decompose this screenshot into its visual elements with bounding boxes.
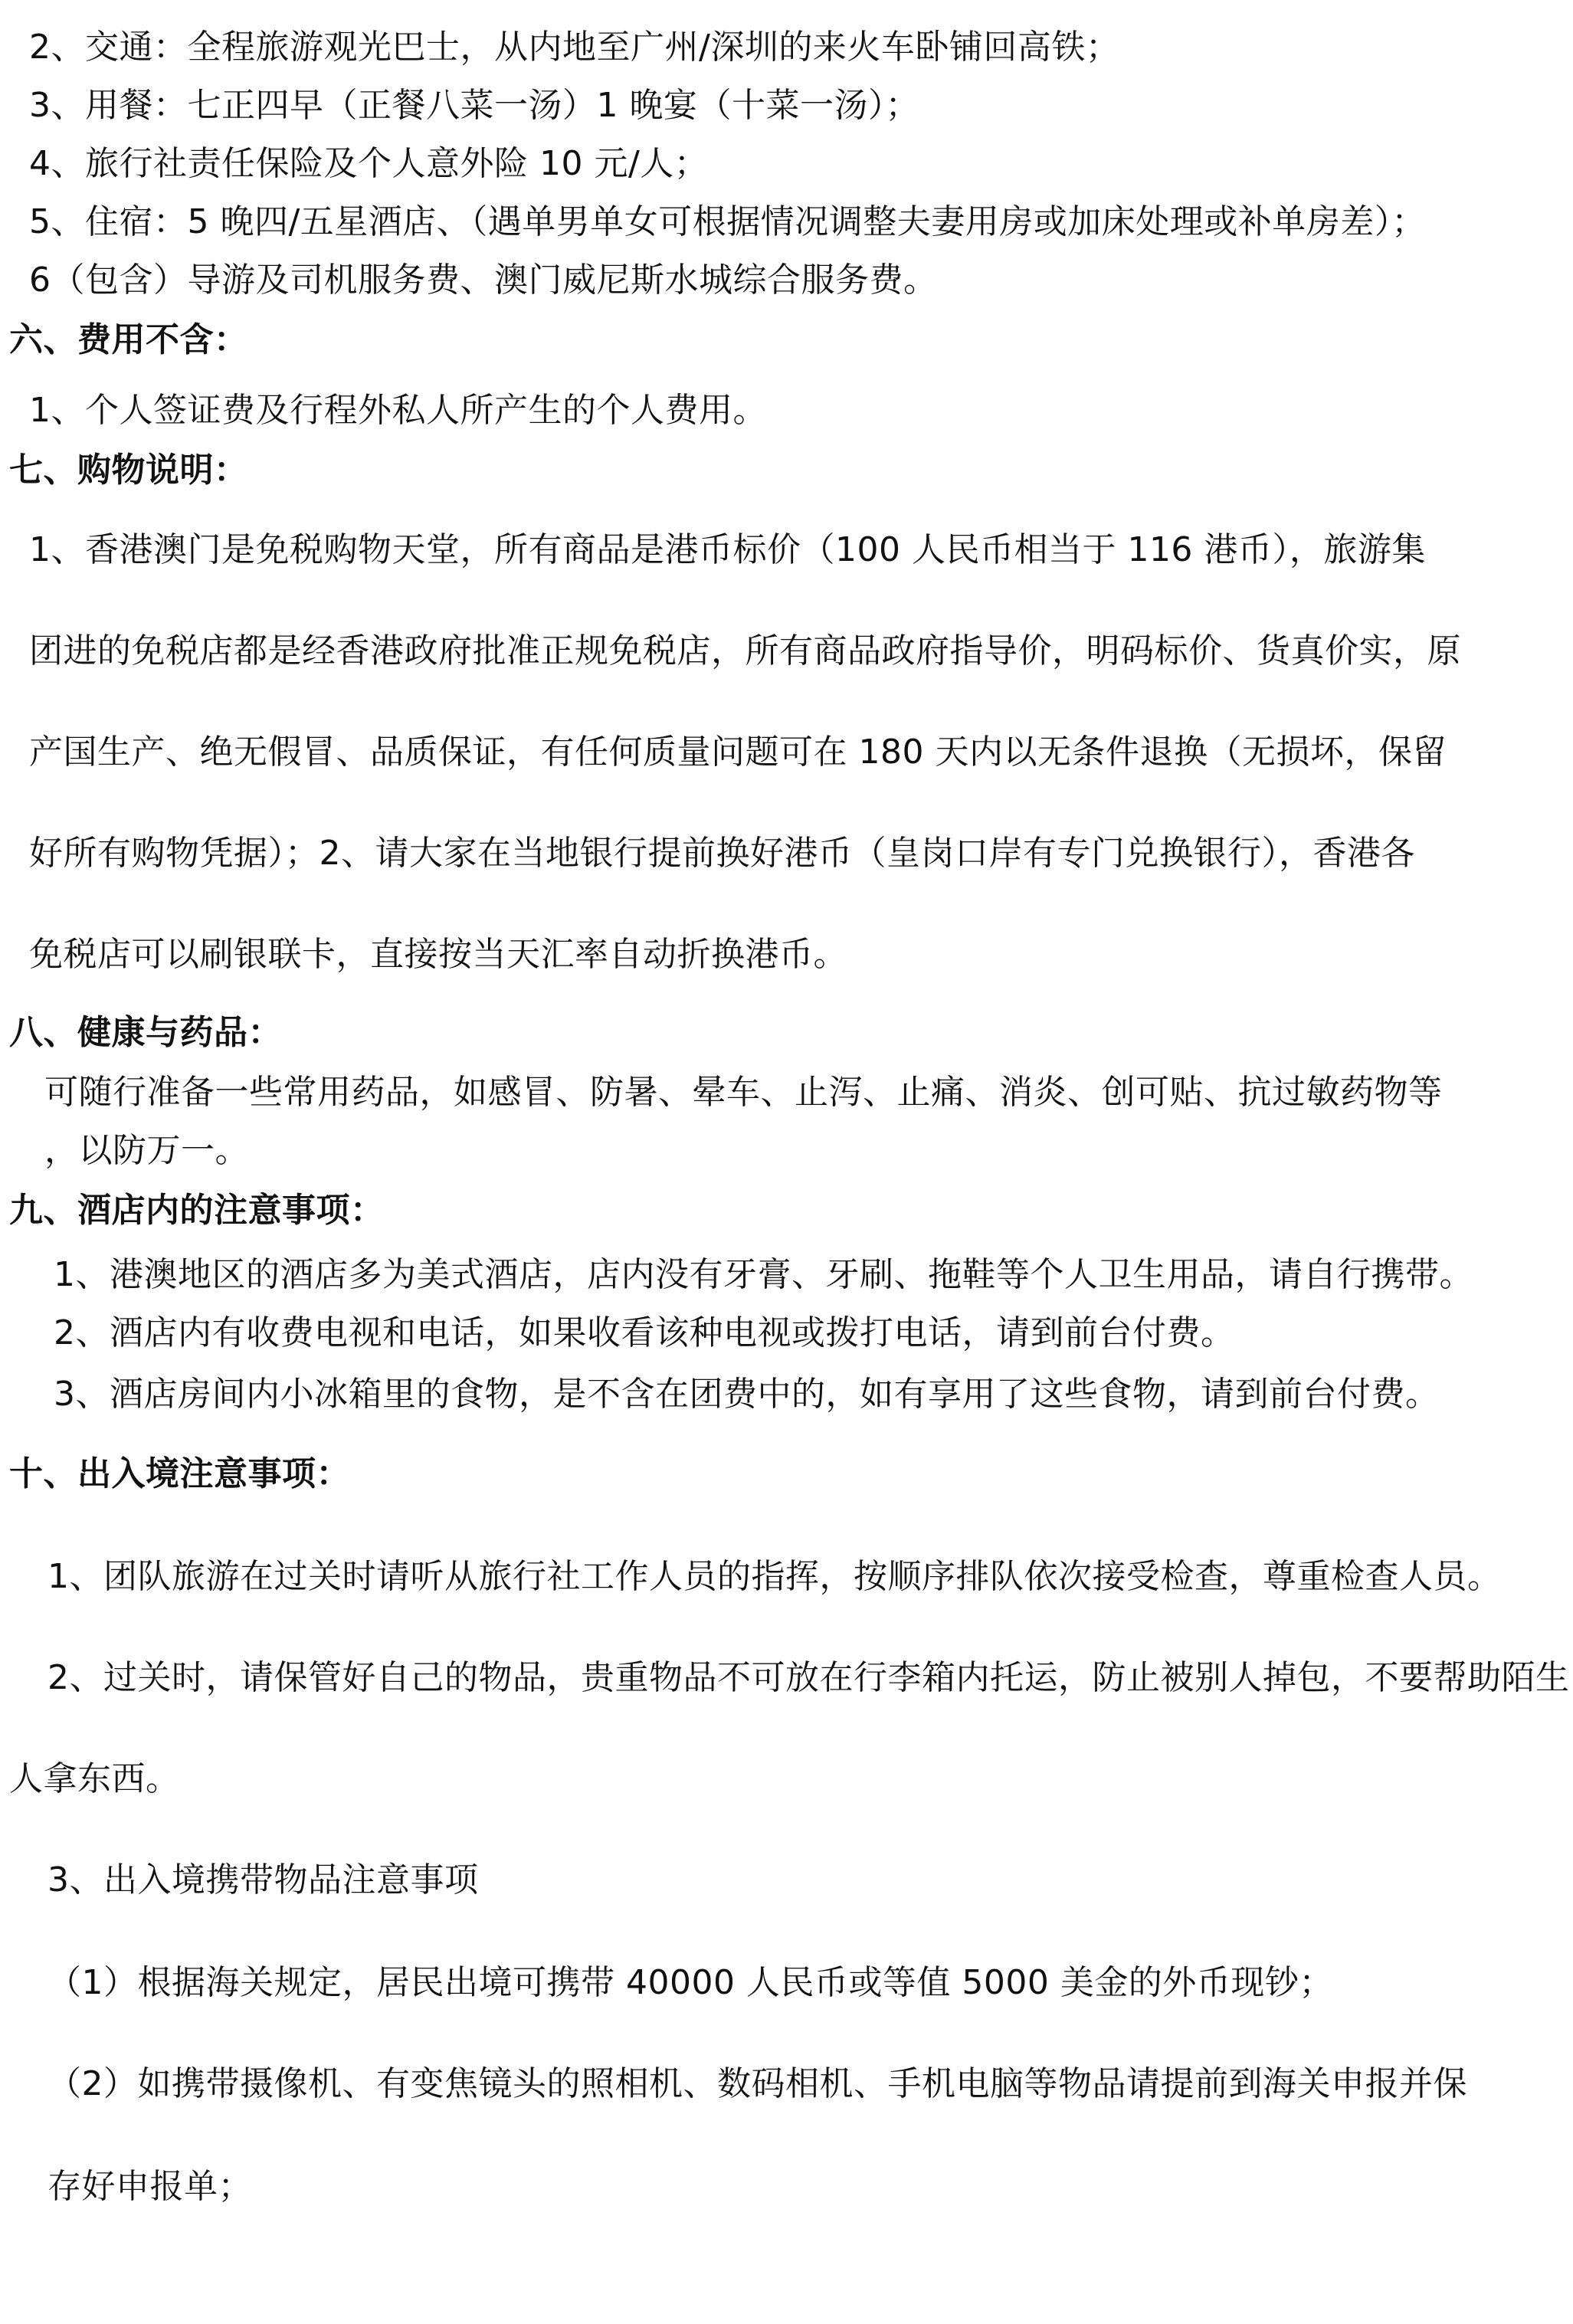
border-text-line: （2）如携带摄像机、有变焦镜头的照相机、数码相机、手机电脑等物品请提前到海关申报并保 — [48, 2064, 1467, 2103]
border-text-line: 1、团队旅游在过关时请听从旅行社工作人员的指挥，按顺序排队依次接受检查，尊重检查人员。 — [48, 1557, 1502, 1596]
fee-included-item: 6（包含）导游及司机服务费、澳门威尼斯水城综合服务费。 — [29, 261, 938, 300]
hotel-item: 3、酒店房间内小冰箱里的食物，是不含在团费中的，如有享用了这些食物，请到前台付费。 — [54, 1375, 1440, 1414]
border-text-line: 3、出入境携带物品注意事项 — [48, 1860, 479, 1900]
border-text-line: 2、过关时，请保管好自己的物品，贵重物品不可放在行李箱内托运，防止被别人掉包，不要帮助陌生 — [48, 1658, 1570, 1697]
shopping-text-line: 产国生产、绝无假冒、品质保证，有任何质量问题可在 180 天内以无条件退换（无损坏，保留 — [29, 733, 1447, 772]
shopping-text-line: 好所有购物凭据）；2、请大家在当地银行提前换好港币（皇岗口岸有专门兑换银行），香港各 — [29, 834, 1415, 873]
section-heading-hotel: 九、酒店内的注意事项： — [9, 1191, 385, 1230]
border-text-line: 存好申报单； — [48, 2167, 252, 2206]
shopping-text-line: 团进的免税店都是经香港政府批准正规免税店，所有商品政府指导价，明码标价、货真价实，原 — [29, 631, 1461, 670]
section-heading-health: 八、健康与药品： — [9, 1013, 282, 1052]
fee-included-item: 5、住宿：5 晚四/五星酒店、（遇单男单女可根据情况调整夫妻用房或加床处理或补单房差）； — [29, 202, 1426, 241]
section-heading-shopping: 七、购物说明： — [9, 451, 248, 490]
health-text-line: 可随行准备一些常用药品，如感冒、防暑、晕车、止泻、止痛、消炎、创可贴、抗过敏药物等 — [44, 1073, 1443, 1112]
section-heading-fee-excluded: 六、费用不含： — [9, 320, 248, 359]
hotel-item: 1、港澳地区的酒店多为美式酒店，店内没有牙膏、牙刷、拖鞋等个人卫生用品，请自行携带。 — [54, 1255, 1473, 1294]
shopping-text-line: 免税店可以刷银联卡，直接按当天汇率自动折换港币。 — [29, 935, 847, 974]
shopping-text-line: 1、香港澳门是免税购物天堂，所有商品是港币标价（100 人民币相当于 116 港币），旅游集 — [29, 530, 1426, 569]
border-text-line: 人拿东西。 — [9, 1759, 180, 1798]
fee-included-item: 3、用餐：七正四早（正餐八菜一汤）1 晚宴（十菜一汤）； — [29, 86, 919, 125]
health-text-line: ，以防万一。 — [44, 1131, 249, 1170]
fee-included-item: 2、交通：全程旅游观光巴士，从内地至广州/深圳的来火车卧铺回高铁； — [29, 28, 1120, 67]
hotel-item: 2、酒店内有收费电视和电话，如果收看该种电视或拨打电话，请到前台付费。 — [54, 1313, 1235, 1352]
border-text-line: （1）根据海关规定，居民出境可携带 40000 人民币或等值 5000 美金的外币现钞； — [48, 1963, 1333, 2002]
section-heading-border: 十、出入境注意事项： — [9, 1454, 350, 1493]
fee-included-item: 4、旅行社责任保险及个人意外险 10 元/人； — [29, 144, 709, 183]
fee-excluded-item: 1、个人签证费及行程外私人所产生的个人费用。 — [29, 391, 767, 430]
